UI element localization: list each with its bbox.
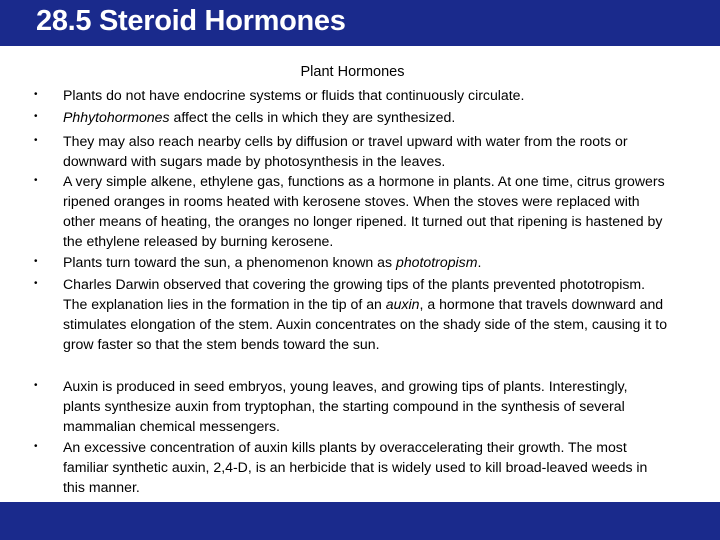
- title-bar: [0, 0, 720, 46]
- bullet-marker: •: [34, 256, 38, 267]
- slide-subheading: Plant Hormones: [300, 64, 405, 80]
- bullet-text: Charles Darwin observed that covering the growing tips of the plants prevented phototropism. The explanation lies in the formation in the tip of an auxin, a hormone that travels downward and stimulates elongation of the stem. Auxin concentrates on the shady side of the stem, causing it to grow faster so that the stem bends toward the sun.: [63, 276, 668, 353]
- bullet-marker: •: [34, 135, 38, 146]
- bullet-text: Plants do not have endocrine systems or fluids that continuously circulate.: [63, 87, 525, 103]
- bullet-marker: •: [34, 111, 38, 122]
- bullet-marker: •: [34, 278, 38, 289]
- footer-bar: [0, 502, 720, 540]
- bullet-marker: •: [34, 175, 38, 186]
- bullet-text: An excessive concentration of auxin kills plants by overaccelerating their growth. The most familiar synthetic auxin, 2,4-D, is an herbicide that is widely used to kill broad-leaved weeds in this manner.: [63, 439, 648, 496]
- bullet-text: Plants turn toward the sun, a phenomenon known as phototropism.: [63, 254, 482, 270]
- bullet-text: Phhytohormones affect the cells in which they are synthesized.: [63, 109, 456, 125]
- bullet-text: A very simple alkene, ethylene gas, functions as a hormone in plants. At one time, citrus growers ripened oranges in rooms heated with kerosene stoves. When the stoves were replaced with other means of heating, the oranges no longer ripened. It turned out that ripening is hastened by the ethylene released by burning kerosene.: [63, 173, 665, 250]
- bullet-marker: •: [34, 380, 38, 391]
- slide-title: 28.5 Steroid Hormones: [36, 5, 346, 37]
- bullet-text: Auxin is produced in seed embryos, young leaves, and growing tips of plants. Interestingly, plants synthesize auxin from tryptophan, the starting compound in the synthesis of several mammalian chemical messengers.: [63, 378, 628, 435]
- bullet-marker: •: [34, 89, 38, 100]
- bullet-text: They may also reach nearby cells by diffusion or travel upward with water from the roots or downward with sugars made by photosynthesis in the leaves.: [63, 133, 628, 170]
- bullet-marker: •: [34, 441, 38, 452]
